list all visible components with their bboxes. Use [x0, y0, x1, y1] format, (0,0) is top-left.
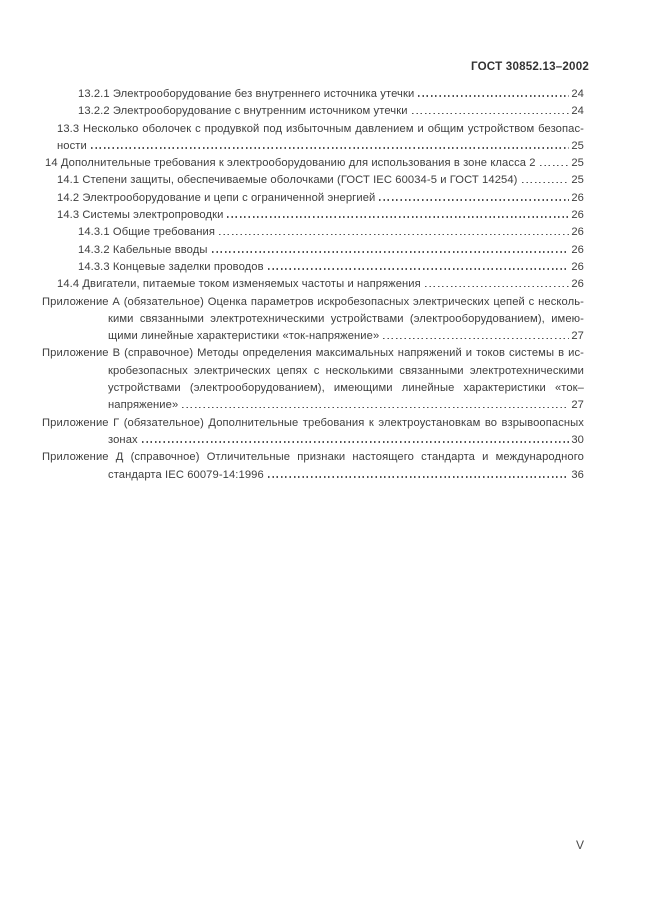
toc-entry-text: 14.1 Степени защиты, обеспечиваемые оболочками (ГОСТ IEC 60034-5 и ГОСТ 14254): [57, 174, 518, 187]
toc-line: [42, 86, 584, 103]
toc-line: Приложение Г (обязательное) Дополнительные требования к электроустановкам во взрывоопасных: [42, 416, 584, 429]
dot-leader: [540, 165, 570, 167]
toc-line: [42, 432, 584, 449]
toc-list: [42, 86, 584, 484]
toc-page-number: 27: [571, 330, 584, 343]
dot-leader: [418, 95, 569, 97]
toc-line: [42, 276, 584, 293]
toc-page-number: 26: [571, 260, 584, 273]
toc-line: кими связанными электротехническими устройствами (электрооборудованием), имею-: [108, 312, 584, 325]
toc-page-number: 36: [571, 468, 584, 481]
dot-leader: [268, 268, 570, 270]
toc-line: [42, 155, 584, 172]
toc-entry-text: 14.3.2 Кабельные вводы: [78, 243, 208, 256]
toc-line: Приложение Д (справочное) Отличительные признаки настоящего стандарта и международного: [42, 451, 584, 464]
toc-line: [42, 397, 584, 414]
page-folio-number: V: [575, 838, 584, 852]
dot-leader: [142, 441, 570, 443]
toc-line: [42, 190, 584, 207]
toc-line: [42, 467, 584, 484]
toc-page-number: 26: [571, 191, 584, 204]
toc-page-number: 24: [571, 105, 584, 118]
toc-entry-text: 13.2.2 Электрооборудование с внутренним источником утечки: [78, 105, 408, 118]
dot-leader: [522, 182, 570, 184]
toc-entry-text: ности: [57, 139, 87, 152]
toc-entry-text: 14.3 Системы электропроводки: [57, 209, 224, 222]
toc-line: устройствами (электрооборудованием), имеющими линейные характеристики «ток–: [108, 382, 584, 395]
toc-page-number: 30: [571, 433, 584, 446]
toc-entry-text: 13.2.1 Электрооборудование без внутреннего источника утечки: [78, 88, 415, 100]
dot-leader: [219, 234, 569, 236]
toc-line: Приложение А (обязательное) Оценка параметров искробезопасных электрических цепей с несколь-: [42, 295, 584, 308]
toc-page-number: 26: [571, 243, 584, 256]
toc-page-number: 25: [571, 174, 584, 187]
toc-page-number: 26: [571, 278, 584, 291]
toc-entry-text: стандарта IEC 60079-14:1996: [108, 468, 264, 481]
toc-line: [42, 224, 584, 241]
toc-line: [42, 172, 584, 189]
dot-leader: [425, 286, 570, 288]
toc-page-number: 27: [571, 399, 584, 412]
toc-line: [42, 242, 584, 259]
dot-leader: [412, 113, 570, 115]
document-header-designation: ГОСТ 30852.13–2002: [470, 60, 589, 73]
toc-page-number: 25: [571, 157, 584, 170]
toc-line: [42, 259, 584, 276]
toc-line: 13.3 Несколько оболочек с продувкой под избыточным давлением и общим устройством безопас-: [57, 122, 584, 135]
toc-entry-text: 14.3.1 Общие требования: [78, 226, 216, 239]
toc-entry-text: зонах: [108, 433, 138, 446]
dot-leader: [268, 476, 570, 478]
toc-line: [42, 328, 584, 345]
toc-line: [42, 103, 584, 120]
toc-page-number: 25: [571, 139, 584, 152]
toc-entry-text: 14.3.3 Концевые заделки проводов: [78, 260, 264, 273]
toc-line: [42, 207, 584, 224]
dot-leader: [383, 338, 569, 340]
toc-entry-text: щими линейные характеристики «ток-напряжение»: [108, 330, 380, 343]
dot-leader: [379, 199, 569, 201]
toc-entry-text: напряжение»: [108, 399, 179, 412]
toc-line: Приложение В (справочное) Методы определения максимальных напряжений и токов системы в ис-: [42, 347, 584, 360]
toc-line: кробезопасных электрических цепях с несколькими связанными электротехническими: [108, 364, 584, 377]
toc-page-number: 26: [571, 209, 584, 222]
toc-page-number: 24: [571, 88, 584, 100]
toc-entry-text: 14 Дополнительные требования к электрооборудованию для использования в зоне класса 2: [45, 157, 536, 170]
dot-leader: [91, 147, 569, 149]
dot-leader: [227, 216, 569, 218]
dot-leader: [212, 251, 570, 253]
toc-entry-text: 14.4 Двигатели, питаемые током изменяемых частоты и напряжения: [57, 278, 421, 291]
toc-entry-text: 14.2 Электрооборудование и цепи с ограниченной энергией: [57, 191, 376, 204]
toc-page-number: 26: [571, 226, 584, 239]
dot-leader: [182, 407, 569, 409]
toc-line: [42, 138, 584, 155]
